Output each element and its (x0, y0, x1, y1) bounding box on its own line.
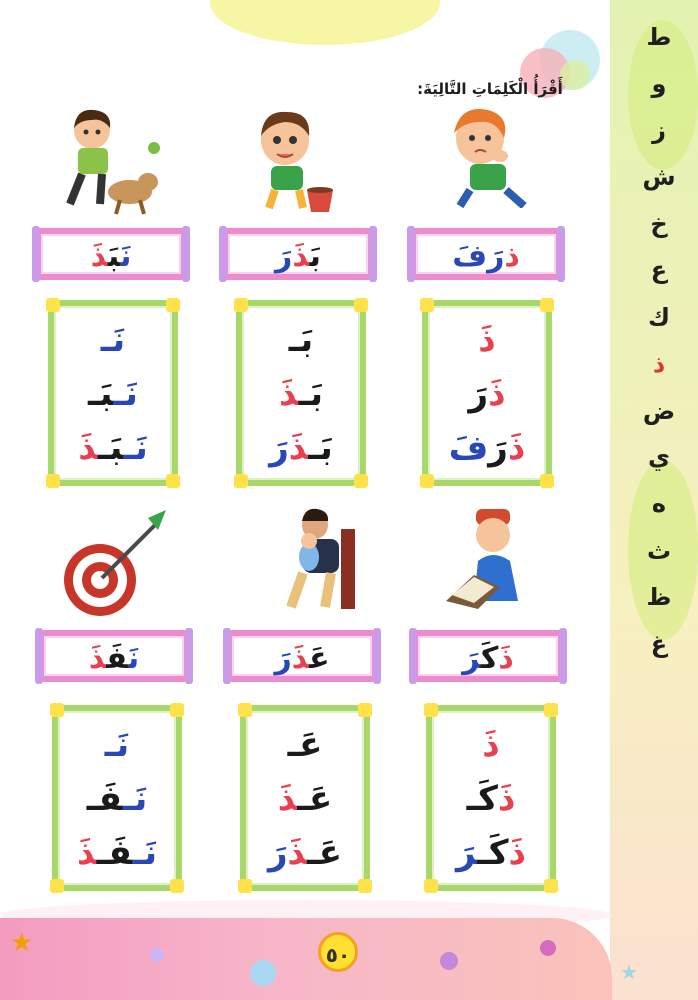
syllable-card (240, 705, 370, 891)
syllable: فَـ (86, 779, 123, 819)
syllable-step-2 (242, 372, 360, 416)
card-corner (170, 879, 184, 893)
footer-bubble (440, 952, 458, 970)
footer-bubble (540, 940, 556, 956)
alphabet-letter: غ (650, 629, 668, 658)
syllable: بَـ (288, 320, 314, 360)
card-corner (420, 474, 434, 488)
syllable: ذَ (78, 428, 98, 468)
footer-bubble (250, 960, 276, 986)
letter-part: عَ (309, 641, 330, 676)
card-corner (424, 703, 438, 717)
syllable-step-3 (246, 831, 364, 875)
word-label (44, 639, 184, 679)
syllable: كَـ (477, 833, 509, 873)
word-label (418, 639, 558, 679)
syllable: عَـ (287, 725, 323, 765)
card-corner (46, 298, 60, 312)
card-corner (354, 474, 368, 488)
card-corner (540, 298, 554, 312)
card-corner (358, 703, 372, 717)
alphabet-letter-highlighted: ذ (652, 349, 666, 378)
dart-target-icon (58, 508, 168, 618)
alphabet-letter: ك (648, 303, 670, 332)
syllable-card (426, 705, 556, 891)
page-footer (0, 918, 612, 1000)
syllable: بَـ (88, 374, 114, 414)
word-frame (38, 630, 190, 682)
syllable-step-3 (58, 831, 176, 875)
card-corner (50, 879, 64, 893)
syllable-card (52, 705, 182, 891)
alphabet-letter: و (651, 69, 667, 98)
card-corner (420, 298, 434, 312)
word-label (228, 237, 368, 277)
card-corner (170, 703, 184, 717)
syllable: ذَ (488, 374, 506, 414)
card-corner (424, 879, 438, 893)
footer-bubble (150, 948, 164, 962)
syllable-card (48, 300, 178, 486)
letter-part: فَ (106, 641, 128, 676)
letter-highlight: ذَ (291, 641, 310, 676)
card-corner (540, 474, 554, 488)
syllable: فَـ (96, 833, 133, 873)
syllable: ذَ (508, 833, 526, 873)
boy-with-flower-pot-icon (245, 102, 355, 212)
syllable: نَـ (104, 725, 130, 765)
syllable: عَـ (307, 833, 343, 873)
syllable: نَـ (123, 428, 148, 468)
card-corner (166, 474, 180, 488)
star-icon: ★ (10, 928, 34, 958)
letter-highlight: ذ (504, 239, 520, 274)
syllable: بَـ (308, 428, 333, 468)
card-corner (234, 298, 248, 312)
alphabet-letter: ث (646, 536, 672, 565)
page-number: ٥٠ (318, 932, 358, 972)
alphabet-letter: ش (642, 163, 676, 192)
alphabet-letter: ظ (646, 583, 672, 612)
syllable: ذَ (507, 428, 526, 468)
card-corner (354, 298, 368, 312)
syllable-step-3 (432, 831, 550, 875)
card-corner (544, 703, 558, 717)
card-corner (238, 879, 252, 893)
syllable: نَـ (122, 779, 148, 819)
syllable: رَ (468, 374, 489, 414)
syllable-step-1 (58, 723, 176, 767)
syllable-step-1 (246, 723, 364, 767)
card-corner (234, 474, 248, 488)
syllable-step-1 (242, 318, 360, 362)
syllable: فَ (448, 428, 489, 468)
syllable: بَـ (298, 374, 324, 414)
syllable-card (422, 300, 552, 486)
letter-part: رَ (274, 641, 292, 676)
syllable-step-2 (432, 777, 550, 821)
syllable: رَ (488, 428, 508, 468)
syllable-step-2 (428, 372, 546, 416)
star-icon: ★ (620, 960, 638, 984)
letter-part: بَ (107, 239, 121, 274)
letter-part: نَ (120, 239, 132, 274)
syllable: رَ (269, 428, 289, 468)
letter-part: رَ (462, 641, 481, 676)
boy-with-dog-and-ball-icon (50, 108, 160, 218)
letter-highlight: ذَ (292, 239, 310, 274)
word-label (41, 237, 181, 277)
syllable: رَ (267, 833, 288, 873)
letter-part: فَ (452, 239, 488, 274)
syllable-step-2 (54, 372, 172, 416)
father-hugging-child-icon (283, 507, 393, 617)
syllable-step-3 (242, 426, 360, 470)
card-corner (166, 298, 180, 312)
letter-highlight: ذَ (498, 641, 514, 676)
letter-highlight: ذَ (88, 641, 107, 676)
syllable: نَـ (113, 374, 138, 414)
letter-part: نَ (127, 641, 140, 676)
letter-part: بَ (309, 239, 321, 274)
syllable-step-2 (58, 777, 176, 821)
letter-part: كَ (480, 641, 499, 676)
syllable: ذَ (277, 779, 298, 819)
word-frame (226, 630, 378, 682)
alphabet-letter: ز (652, 116, 666, 145)
page-instruction: أَقْرَأُ الْكَلِمَاتِ التَّالِيَةَ: (417, 80, 563, 98)
syllable-step-3 (428, 426, 546, 470)
syllable-step-2 (246, 777, 364, 821)
syllable: رَ (455, 833, 478, 873)
syllable: بَـ (97, 428, 124, 468)
card-corner (544, 879, 558, 893)
card-corner (238, 703, 252, 717)
word-frame (410, 228, 562, 280)
top-decoration (210, 0, 440, 45)
word-frame (35, 228, 187, 280)
syllable-card (236, 300, 366, 486)
syllable-step-1 (54, 318, 172, 362)
letter-highlight: ذَ (90, 239, 108, 274)
syllable: ذَ (497, 779, 516, 819)
boy-reading-quran-icon (438, 505, 548, 615)
card-corner (50, 703, 64, 717)
syllable-step-3 (54, 426, 172, 470)
syllable: عَـ (297, 779, 333, 819)
syllable: ذَ (76, 833, 97, 873)
alphabet-letter: ع (650, 256, 668, 285)
alphabet-letter: ط (646, 23, 672, 51)
word-label (232, 639, 372, 679)
syllable: ذَ (482, 725, 500, 765)
syllable: ذَ (278, 374, 299, 414)
alphabet-letter: خ (650, 209, 668, 238)
syllable: ذَ (288, 428, 309, 468)
letter-part: رَ (487, 239, 505, 274)
word-frame (412, 630, 564, 682)
letter-part: رَ (275, 239, 293, 274)
alphabet-column (634, 14, 684, 668)
syllable: ذَ (478, 320, 496, 360)
syllable-step-1 (432, 723, 550, 767)
word-label (416, 237, 556, 277)
alphabet-letter: ه (651, 489, 667, 518)
alphabet-letter: ض (642, 396, 676, 425)
syllable: كَـ (466, 779, 498, 819)
alphabet-letter: ي (648, 443, 670, 472)
card-corner (46, 474, 60, 488)
syllable-step-1 (428, 318, 546, 362)
card-corner (358, 879, 372, 893)
boy-with-hand-on-cheek-icon (430, 98, 540, 208)
syllable: ذَ (287, 833, 308, 873)
syllable: نَـ (100, 320, 126, 360)
word-frame (222, 228, 374, 280)
syllable: نَـ (132, 833, 158, 873)
